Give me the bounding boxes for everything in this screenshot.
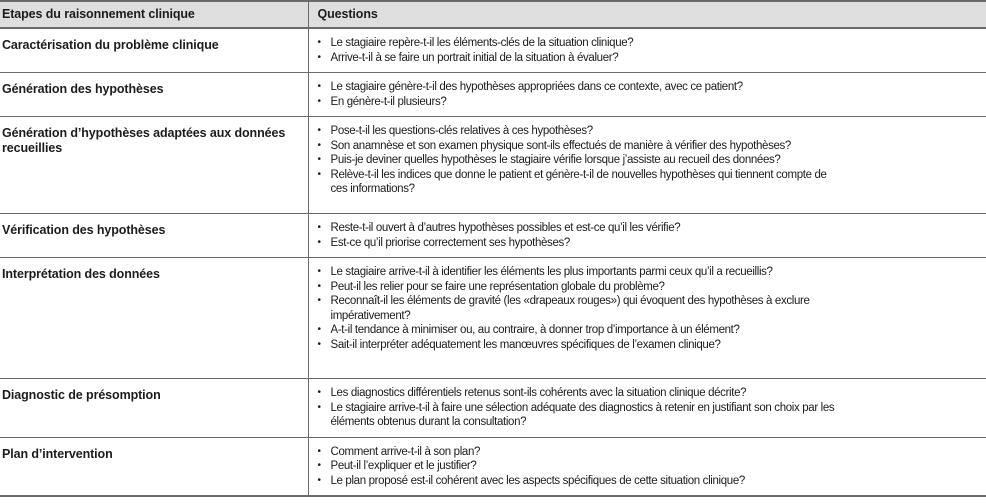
question-item (317, 139, 986, 154)
question-item (317, 80, 986, 95)
question-item (317, 445, 986, 460)
question-item (317, 124, 986, 139)
questions-list (317, 80, 986, 109)
questions-list (317, 265, 986, 352)
questions-cell (308, 117, 986, 214)
questions-cell (308, 258, 986, 379)
stage-cell: Interprétation des données (0, 258, 308, 379)
stage-cell: Vérification des hypothèses (0, 214, 308, 258)
bullet-icon: • (317, 51, 321, 63)
bullet-icon: • (317, 266, 321, 277)
questions-list (317, 124, 986, 197)
questions-cell (308, 73, 986, 117)
question-item (317, 168, 986, 197)
question-text: Son anamnèse et son examen physique sont-ils effectués de manière à vérifier des hypothèses? (330, 139, 791, 152)
questions-list (317, 221, 986, 250)
table-row (0, 28, 986, 73)
questions-cell (308, 28, 986, 73)
question-text: Reste-t-il ouvert à d’autres hypothèses possibles et est-ce qu’il les vérifie? (330, 222, 681, 234)
question-item (317, 474, 986, 489)
question-item (317, 265, 986, 280)
bullet-icon: • (317, 474, 321, 486)
bullet-icon: • (317, 324, 321, 335)
question-text: Est-ce qu’il priorise correctement ses hypothèses? (330, 236, 570, 249)
header-stage: Etapes du raisonnement clinique (0, 1, 308, 28)
stage-cell: Plan d’intervention (2, 446, 113, 461)
bullet-icon: • (317, 139, 321, 151)
header-questions: Questions (308, 1, 986, 28)
question-text: A-t-il tendance à minimiser ou, au contraire, à donner trop d’importance à un élément? (330, 324, 740, 336)
question-text: Peut-il les relier pour se faire une représentation globale du problème? (330, 280, 665, 293)
questions-cell (308, 379, 986, 438)
bullet-icon: • (317, 445, 321, 457)
question-text: Comment arrive-t-il à son plan? (330, 445, 481, 458)
bullet-icon: • (317, 125, 321, 136)
bullet-icon: • (317, 37, 321, 48)
bullet-icon: • (317, 401, 321, 413)
question-item (317, 459, 986, 474)
table-row (0, 379, 986, 438)
stage-cell: Diagnostic de présomption (0, 379, 308, 438)
question-item (317, 401, 986, 430)
question-item (317, 323, 986, 338)
question-text: Pose-t-il les questions-clés relatives à ces hypothèses? (330, 125, 593, 137)
question-item (317, 236, 986, 251)
bullet-icon: • (317, 95, 321, 107)
bullet-icon: • (317, 154, 321, 165)
question-item (317, 153, 986, 168)
question-text: Le stagiaire arrive-t-il à identifier les éléments les plus importants parmi ceux qu’il a recueillis? (330, 266, 773, 278)
stage-cell: Caractérisation du problème clinique (0, 28, 308, 73)
questions-list (317, 386, 986, 430)
questions-cell (308, 214, 986, 258)
bullet-icon: • (317, 460, 321, 471)
table-row (0, 214, 986, 258)
question-item (317, 51, 986, 66)
question-text: Relève-t-il les indices que donne le patient et génère-t-il de nouvelles hypothèses qui tiennent compte de ces informations? (330, 168, 827, 195)
stage-cell: Génération d’hypothèses adaptées aux données recueillies (0, 117, 308, 214)
question-item (317, 36, 986, 51)
question-text: Arrive-t-il à se faire un portrait initial de la situation à évaluer? (330, 51, 619, 64)
question-item (317, 280, 986, 295)
bullet-icon: • (317, 236, 321, 248)
bullet-icon: • (317, 280, 321, 292)
question-text: Le stagiaire repère-t-il les éléments-clés de la situation clinique? (330, 37, 634, 49)
table-header-row (0, 1, 986, 28)
table-row (0, 73, 986, 117)
question-text: Puis-je deviner quelles hypothèses le stagiaire vérifie lorsque j’assiste au recueil des données? (330, 154, 781, 166)
bullet-icon: • (317, 295, 321, 306)
question-text: Les diagnostics différentiels retenus sont-ils cohérents avec la situation clinique décrite? (330, 387, 747, 399)
table-row (0, 258, 986, 379)
question-item (317, 95, 986, 110)
stage-cell: Génération des hypothèses (0, 73, 308, 117)
table-row (0, 437, 986, 496)
question-item (317, 294, 986, 323)
question-text: Sait-il interpréter adéquatement les manœuvres spécifiques de l’examen clinique? (330, 338, 721, 351)
table-row (0, 117, 986, 214)
bullet-icon: • (317, 168, 321, 180)
question-text: Reconnaît-il les éléments de gravité (les «drapeaux rouges») qui évoquent des hypothèses à exclure impérativement? (330, 295, 810, 322)
question-text: Le stagiaire génère-t-il des hypothèses appropriées dans ce contexte, avec ce patient? (330, 81, 743, 93)
question-text: Le stagiaire arrive-t-il à faire une sélection adéquate des diagnostics à retenir en justifiant son choix par les éléments obtenus durant la consultation? (330, 401, 835, 428)
bullet-icon: • (317, 338, 321, 350)
question-text: Le plan proposé est-il cohérent avec les aspects spécifiques de cette situation clinique? (330, 474, 745, 487)
question-item (317, 386, 986, 401)
questions-cell (308, 437, 986, 496)
question-item (317, 221, 986, 236)
question-text: En génère-t-il plusieurs? (330, 95, 447, 108)
question-text: Peut-il l’expliquer et le justifier? (330, 460, 477, 472)
bullet-icon: • (317, 387, 321, 398)
questions-list (317, 36, 986, 65)
question-item (317, 338, 986, 353)
bullet-icon: • (317, 81, 321, 92)
bullet-icon: • (317, 222, 321, 233)
questions-list (317, 445, 986, 489)
